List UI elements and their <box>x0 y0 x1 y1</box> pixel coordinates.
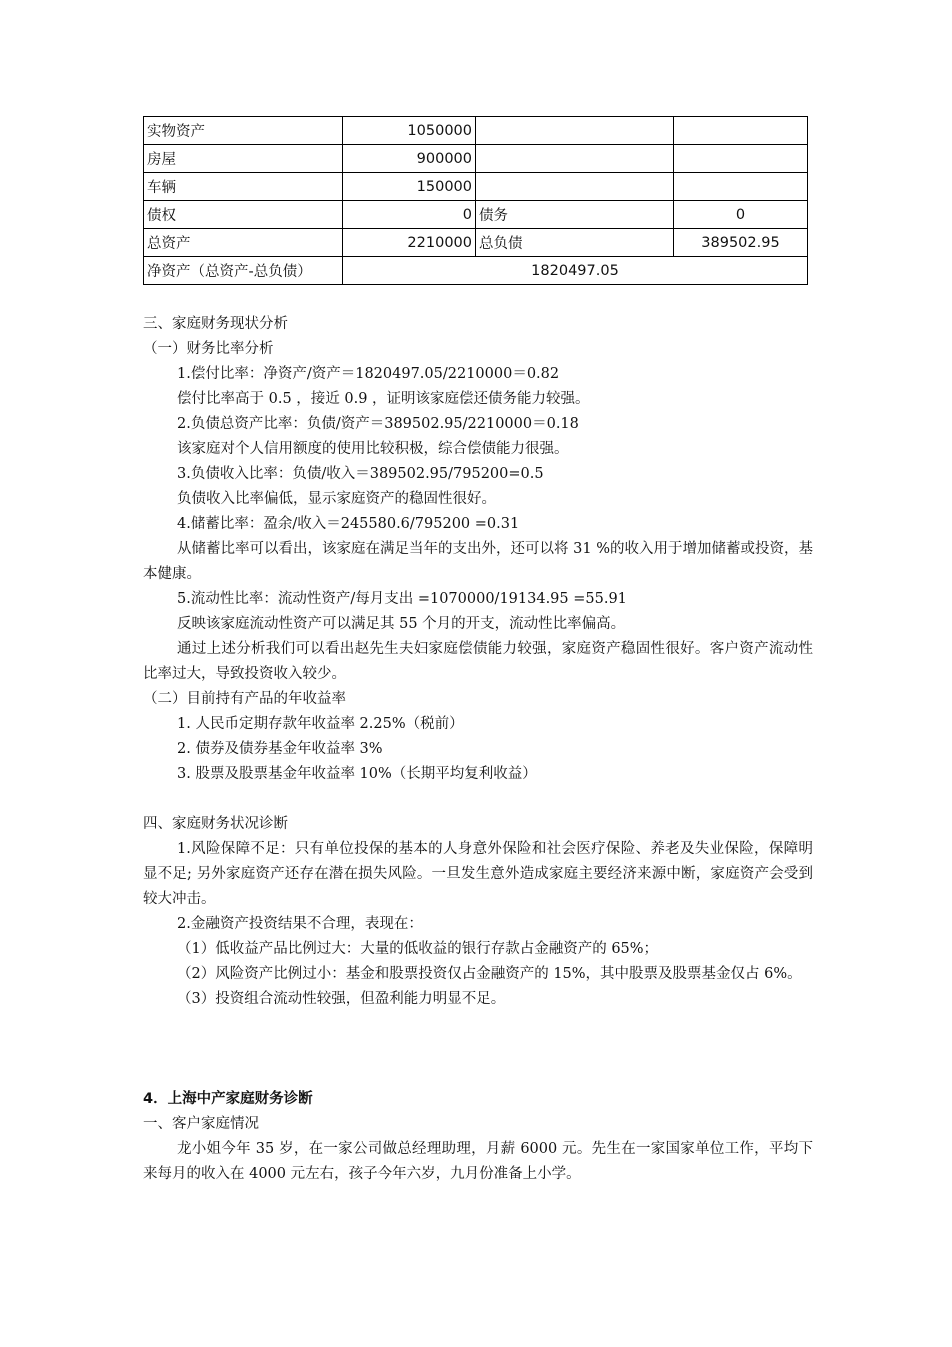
table-cell: 0 <box>674 201 808 229</box>
asset-table <box>143 116 808 285</box>
return-item: 1. 人民币定期存款年收益率 2.25%（税前） <box>177 716 464 732</box>
ratio-comment: 该家庭对个人信用额度的使用比较积极，综合偿债能力很强。 <box>177 441 569 457</box>
table-cell: 房屋 <box>144 145 343 173</box>
table-cell: 0 <box>343 201 476 229</box>
summary-paragraph: 通过上述分析我们可以看出赵先生夫妇家庭偿债能力较强，家庭资产稳固性很好。客户资产流动性比率过大，导致投资收入较少。 <box>143 641 813 682</box>
table-cell: 实物资产 <box>144 117 343 145</box>
diagnosis-line: （3）投资组合流动性较强，但盈利能力明显不足。 <box>177 991 506 1007</box>
table-cell: 债务 <box>476 201 674 229</box>
case-paragraph: 龙小姐今年 35 岁，在一家公司做总经理助理，月薪 6000 元。先生在一家国家单位工作，平均下来每月的收入在 4000 元左右，孩子今年六岁，九月份准备上小学。 <box>143 1141 813 1182</box>
table-cell <box>476 145 674 173</box>
section-shanghai-case <box>143 1087 813 1187</box>
ratio-comment: 负债收入比率偏低，显示家庭资产的稳固性很好。 <box>177 491 496 507</box>
section-heading: 四、家庭财务状况诊断 <box>143 816 288 832</box>
table-cell <box>476 117 674 145</box>
net-assets-label: 净资产（总资产-总负债） <box>144 257 343 285</box>
table-row <box>144 229 808 257</box>
table-cell: 总负债 <box>476 229 674 257</box>
ratio-line: 3.负债收入比率：负债/收入＝389502.95/795200=0.5 <box>177 466 544 482</box>
ratio-line: 1.偿付比率：净资产/资产＝1820497.05/2210000＝0.82 <box>177 366 560 382</box>
case-title: 4．上海中产家庭财务诊断 <box>143 1091 313 1107</box>
table-cell: 总资产 <box>144 229 343 257</box>
ratio-line: 2.负债总资产比率：负债/资产＝389502.95/2210000＝0.18 <box>177 416 579 432</box>
table-cell <box>674 145 808 173</box>
table-row <box>144 257 808 285</box>
net-assets-value: 1820497.05 <box>343 257 808 285</box>
table-cell: 1050000 <box>343 117 476 145</box>
section-diagnosis <box>143 812 813 1012</box>
diagnosis-paragraph: 1.风险保障不足：只有单位投保的基本的人身意外保险和社会医疗保险、养老及失业保险，保障明显不足; 另外家庭资产还存在潜在损失风险。一旦发生意外造成家庭主要经济来源中断，家庭资产会受到较大冲击。 <box>143 841 813 907</box>
section-heading: 一、客户家庭情况 <box>143 1116 259 1132</box>
table-cell <box>674 173 808 201</box>
ratio-line: 5.流动性比率：流动性资产/每月支出 =1070000/19134.95 =55.91 <box>177 591 627 607</box>
ratio-comment: 偿付比率高于 0.5 ，接近 0.9 ，证明该家庭偿还债务能力较强。 <box>177 391 590 407</box>
diagnosis-paragraph: （2）风险资产比例过小：基金和股票投资仅占金融资产的 15%，其中股票及股票基金仅占 6%。 <box>177 966 802 982</box>
section-financial-analysis <box>143 312 813 787</box>
table-row <box>144 173 808 201</box>
table-cell: 债权 <box>144 201 343 229</box>
table-row <box>144 201 808 229</box>
ratio-comment: 反映该家庭流动性资产可以满足其 55 个月的开支，流动性比率偏高。 <box>177 616 626 632</box>
ratio-comment: 从储蓄比率可以看出，该家庭在满足当年的支出外，还可以将 31 %的收入用于增加储蓄或投资，基本健康。 <box>143 541 813 582</box>
subsection-heading: （一）财务比率分析 <box>143 341 274 357</box>
table-cell: 389502.95 <box>674 229 808 257</box>
return-item: 2. 债券及债券基金年收益率 3% <box>177 741 383 757</box>
table-cell <box>674 117 808 145</box>
return-item: 3. 股票及股票基金年收益率 10%（长期平均复利收益） <box>177 766 537 782</box>
table-cell: 车辆 <box>144 173 343 201</box>
table-cell: 2210000 <box>343 229 476 257</box>
subsection-heading: （二）目前持有产品的年收益率 <box>143 691 346 707</box>
diagnosis-line: 2.金融资产投资结果不合理，表现在： <box>177 916 423 932</box>
section-heading: 三、家庭财务现状分析 <box>143 316 288 332</box>
table-cell <box>476 173 674 201</box>
table-cell: 150000 <box>343 173 476 201</box>
diagnosis-line: （1）低收益产品比例过大：大量的低收益的银行存款占金融资产的 65%； <box>177 941 659 957</box>
table-cell: 900000 <box>343 145 476 173</box>
ratio-line: 4.储蓄比率：盈余/收入＝245580.6/795200 =0.31 <box>177 516 520 532</box>
table-row <box>144 145 808 173</box>
table-row <box>144 117 808 145</box>
